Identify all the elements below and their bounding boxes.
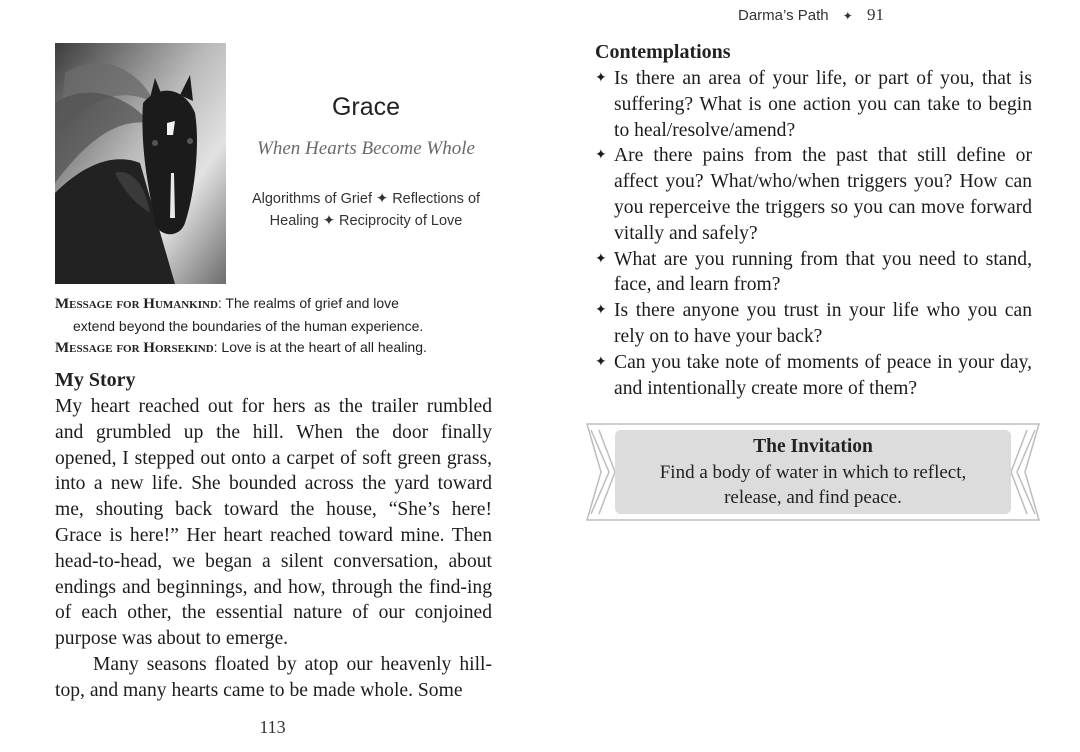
- message-humankind-text-2: extend beyond the boundaries of the human experience.: [73, 317, 424, 334]
- message-humankind-text-1: : The realms of grief and love: [217, 295, 399, 311]
- horse-photo: [55, 43, 226, 284]
- star-bullet-icon: ✦: [595, 303, 607, 319]
- story-body: [55, 394, 492, 704]
- message-humankind-label: Message for Humankind: [55, 296, 218, 312]
- contemplation-text: What are you running from that you need to stand, face, and learn from?: [614, 248, 1032, 296]
- running-head-title: Darma’s Path: [738, 7, 829, 24]
- invitation-title: The Invitation: [753, 436, 873, 457]
- contemplation-item: [595, 247, 1032, 299]
- contemplations-heading: Contemplations: [595, 41, 731, 63]
- contemplation-item: [595, 298, 1032, 350]
- messages-block: [55, 293, 495, 360]
- story-heading: My Story: [55, 369, 136, 391]
- chapter-themes-line-2: Healing ✦ Reciprocity of Love: [269, 213, 463, 229]
- message-horsekind-text: : Love is at the heart of all healing.: [213, 339, 427, 355]
- chapter-subtitle: When Hearts Become Whole: [257, 138, 475, 159]
- story-paragraph-1: My heart reached out for hers as the trailer rumbled and grumbled up the hill. When the door finally opened, I stepped out onto a carpet of soft green grass, into a new life. She bounded across the yard toward me, shouting back toward the house, “She’s here! Grace is here!” Her heart reached toward mine. Then head-to-head, we began a silent conversation, about endings and beginnings, and how, through the find-ing of each other, the essential nature of our conjoined purpose was about to emerge.: [55, 396, 492, 650]
- story-paragraph-2: Many seasons floated by atop our heavenly hill-top, and many hearts came to be made whole. Some: [55, 653, 492, 701]
- contemplation-item: [595, 143, 1032, 246]
- page-number-left: 113: [259, 717, 286, 737]
- contemplation-text: Can you take note of moments of peace in your day, and intentionally create more of them?: [614, 351, 1032, 399]
- message-humankind: [55, 293, 495, 337]
- contemplation-item: [595, 350, 1032, 402]
- contemplation-item: [595, 66, 1032, 143]
- star-separator-icon: ✦: [842, 9, 853, 23]
- contemplation-text: Is there anyone you trust in your life who you can rely on to have your back?: [614, 300, 1032, 347]
- invitation-callout: [585, 422, 1041, 522]
- invitation-box: [615, 430, 1011, 514]
- contemplation-text: Are there pains from the past that still define or affect you? What/who/when triggers you? How can you reperceive the triggers so you can move forward vitally and safely?: [614, 145, 1032, 244]
- star-bullet-icon: ✦: [595, 148, 607, 164]
- invitation-text: Find a body of water in which to reflect, release, and find peace.: [659, 462, 967, 508]
- contemplation-text: Is there an area of your life, or part of you, that is suffering? What is one action you can take to begin to heal/resolve/amend?: [614, 68, 1032, 141]
- right-page: [540, 0, 1080, 752]
- page-number-right: 91: [867, 5, 884, 24]
- message-horsekind-label: Message for Horsekind: [55, 340, 214, 356]
- message-horsekind: [55, 337, 495, 360]
- star-bullet-icon: ✦: [595, 71, 607, 86]
- contemplations-list: [595, 66, 1032, 401]
- chapter-themes: [236, 188, 496, 232]
- horse-illustration: [55, 43, 226, 284]
- chapter-themes-line-1: Algorithms of Grief ✦ Reflections of: [251, 191, 481, 207]
- star-bullet-icon: ✦: [595, 251, 607, 267]
- chapter-title: Grace: [331, 93, 401, 121]
- running-head: [738, 5, 884, 25]
- star-bullet-icon: ✦: [595, 354, 607, 370]
